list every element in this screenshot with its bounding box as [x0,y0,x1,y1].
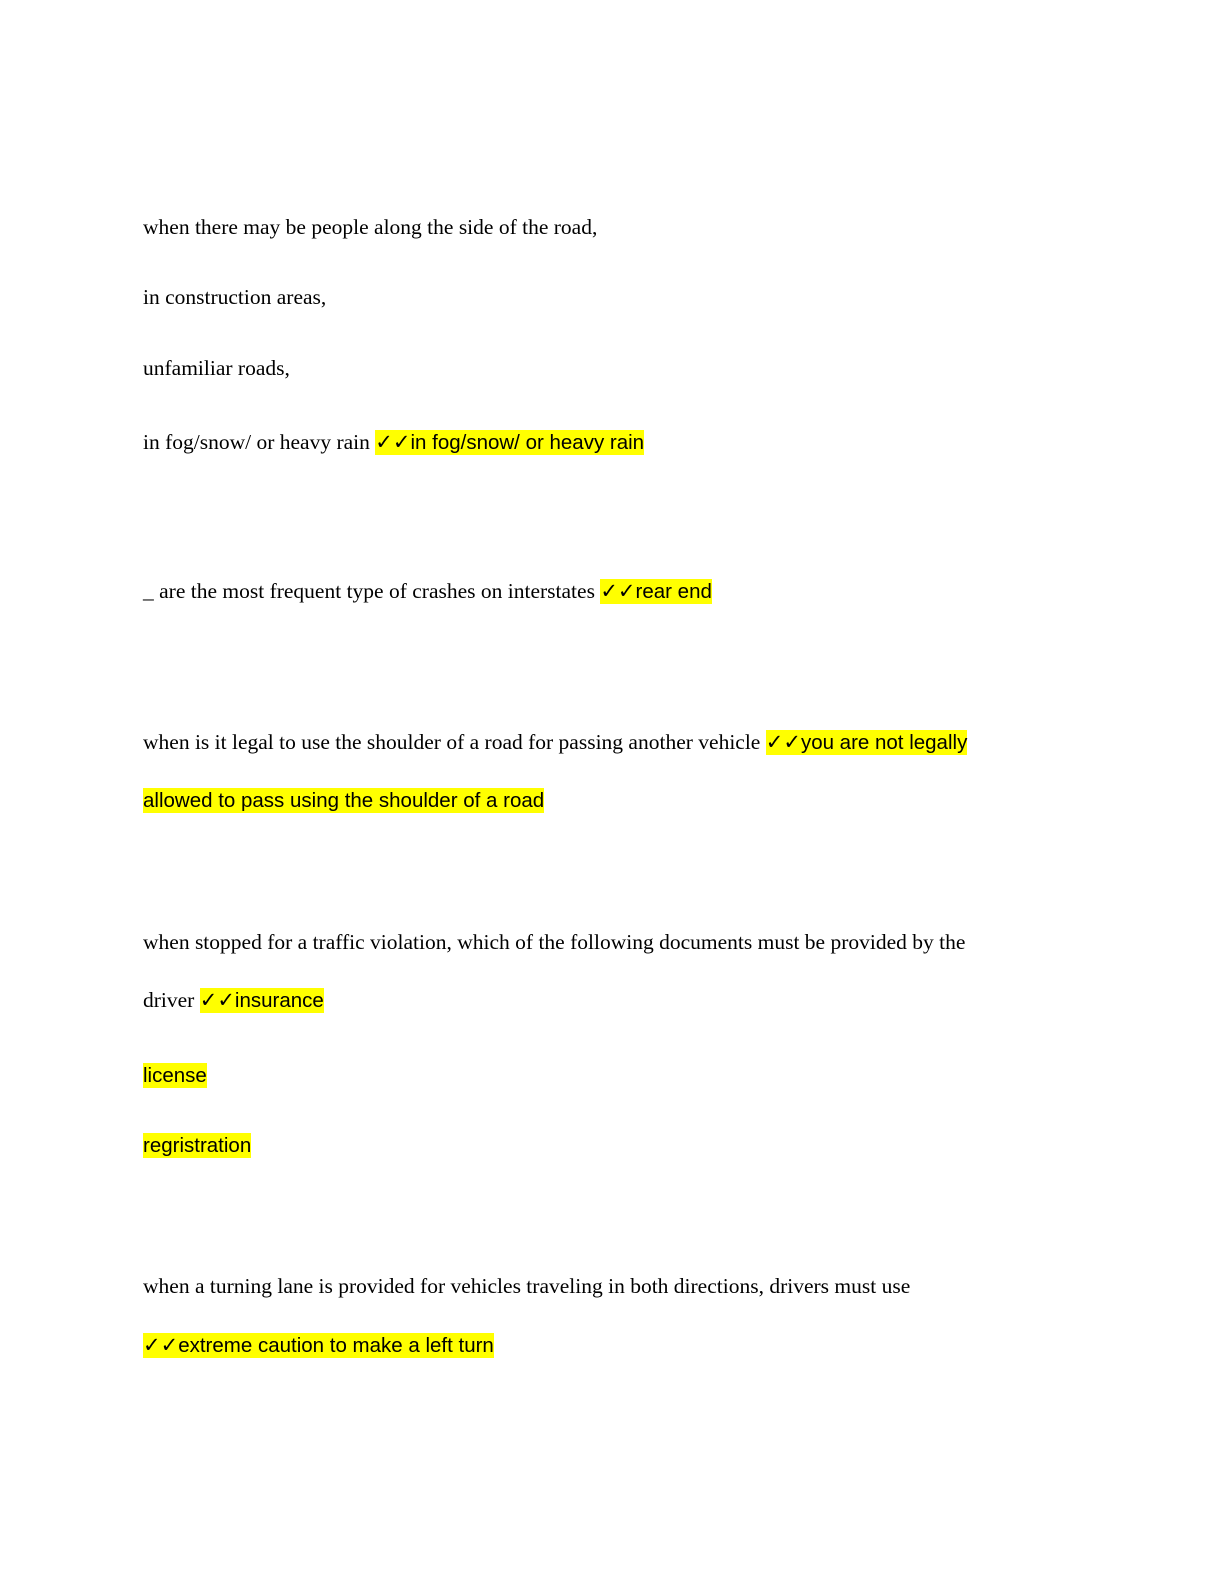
answer-highlight: allowed to pass using the shoulder of a road [143,789,545,812]
question-line [143,576,712,607]
answer-highlight [143,1333,494,1358]
answer-line [143,785,544,816]
text-line: in construction areas, [143,285,327,309]
check-mark-icon: ✓✓ [600,579,636,603]
check-mark-icon: ✓✓ [765,730,801,754]
answer-highlight [375,430,644,455]
question-line [143,985,324,1016]
question-text: in fog/snow/ or heavy rain [143,430,370,454]
question-line: when a turning lane is provided for vehicles traveling in both directions, drivers must use [143,1274,911,1298]
question-text: _ are the most frequent type of crashes on interstates [143,579,595,603]
question-text: when is it legal to use the shoulder of a road for passing another vehicle [143,730,761,754]
check-mark-icon: ✓✓ [143,1333,179,1357]
answer-highlight [200,988,324,1013]
check-mark-icon: ✓✓ [199,988,235,1012]
answer-line [143,1060,207,1091]
answer-line [143,1330,494,1361]
answer-text: extreme caution to make a left turn [178,1334,494,1357]
answer-text: you are not legally [800,731,968,754]
question-line [143,727,967,758]
question-text: driver [143,988,195,1012]
answer-line [143,1130,251,1161]
answer-highlight: license [143,1064,207,1087]
answer-highlight [600,579,712,604]
answer-highlight [766,730,968,755]
answer-text: rear end [635,580,712,603]
question-line: when stopped for a traffic violation, which of the following documents must be provided by the [143,930,966,954]
check-mark-icon: ✓✓ [375,430,411,454]
text-line: when there may be people along the side of the road, [143,215,598,239]
answer-text: in fog/snow/ or heavy rain [410,431,645,454]
text-line: unfamiliar roads, [143,356,290,380]
answer-highlight: regristration [143,1134,252,1157]
question-line [143,427,644,458]
answer-text: insurance [234,989,324,1012]
